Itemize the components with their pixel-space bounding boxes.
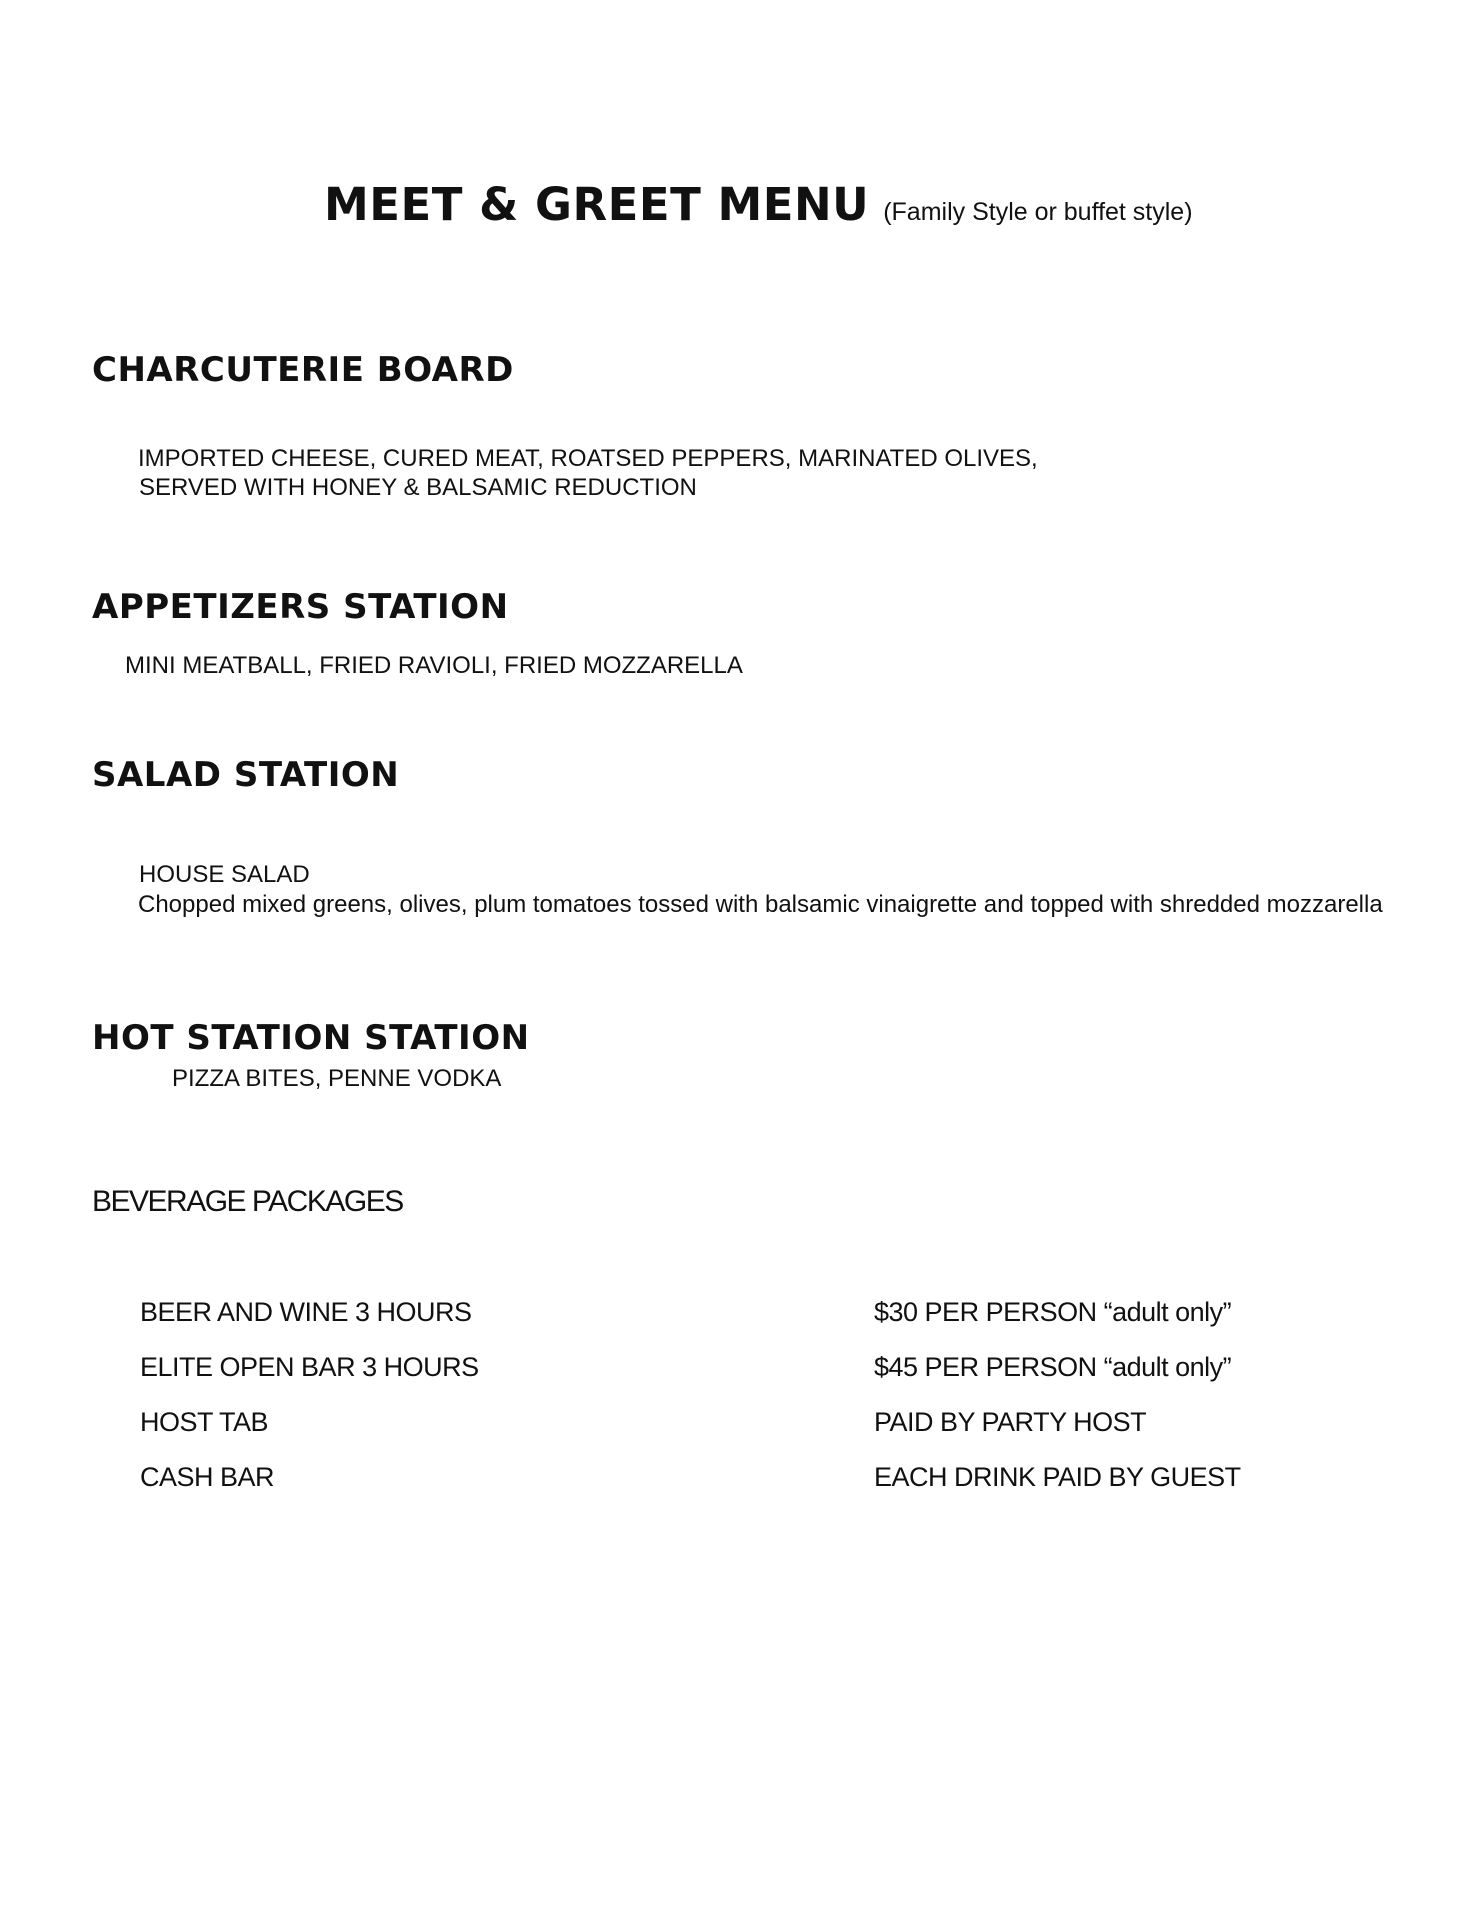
charcuterie-line-1: IMPORTED CHEESE, CURED MEAT, ROATSED PEPPERS, MARINATED OLIVES, (138, 445, 1038, 472)
beverage-package-price: $45 PER PERSON “adult only” (874, 1352, 1232, 1382)
charcuterie-line-2: SERVED WITH HONEY & BALSAMIC REDUCTION (139, 474, 697, 501)
beverage-package-name: BEER AND WINE 3 HOURS (140, 1297, 472, 1327)
beverage-package-name: ELITE OPEN BAR 3 HOURS (140, 1352, 479, 1382)
menu-subtitle: (Family Style or buffet style) (883, 198, 1193, 226)
section-heading-charcuterie: CHARCUTERIE BOARD (92, 350, 514, 390)
hot-station-line-1: PIZZA BITES, PENNE VODKA (172, 1065, 502, 1092)
beverage-packages-heading: BEVERAGE PACKAGES (92, 1185, 403, 1218)
beverage-package-price: PAID BY PARTY HOST (874, 1407, 1147, 1437)
salad-line-2: Chopped mixed greens, olives, plum tomatoes tossed with balsamic vinaigrette and topped with shredded mozzarella (138, 891, 1383, 918)
section-heading-salad: SALAD STATION (92, 755, 400, 795)
menu-title: MEET & GREET MENU (324, 178, 870, 231)
menu-header (324, 178, 1193, 231)
beverage-package-price: $30 PER PERSON “adult only” (874, 1297, 1232, 1327)
appetizers-line-1: MINI MEATBALL, FRIED RAVIOLI, FRIED MOZZARELLA (125, 652, 743, 679)
section-heading-appetizers: APPETIZERS STATION (92, 587, 509, 627)
beverage-package-price: EACH DRINK PAID BY GUEST (874, 1462, 1241, 1492)
salad-line-1: HOUSE SALAD (139, 861, 310, 888)
section-heading-hot-station: HOT STATION STATION (92, 1018, 530, 1058)
beverage-package-name: HOST TAB (140, 1407, 269, 1437)
beverage-package-name: CASH BAR (140, 1462, 275, 1492)
